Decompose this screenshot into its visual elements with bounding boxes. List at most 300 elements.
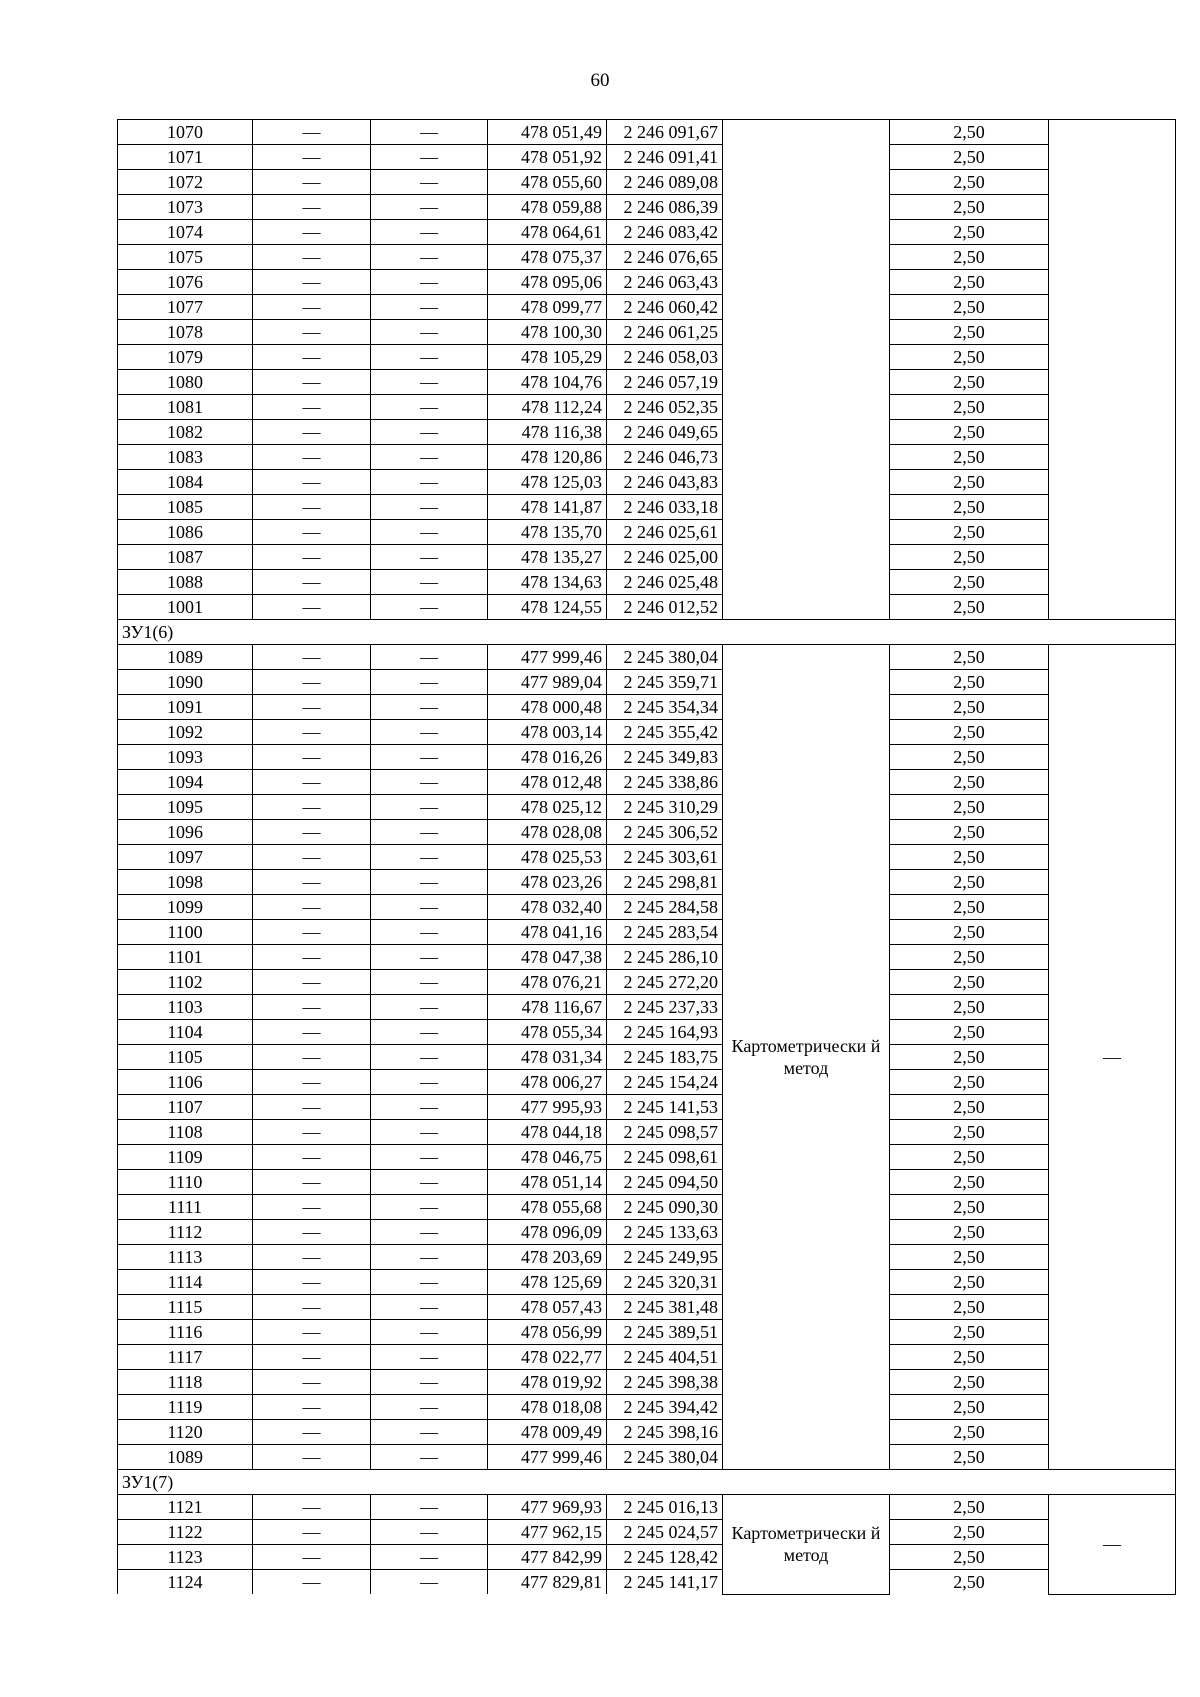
dash-cell: — <box>371 670 488 695</box>
coordinate-y: 2 246 052,35 <box>607 395 723 420</box>
accuracy-value: 2,50 <box>890 170 1049 195</box>
coordinate-x: 478 124,55 <box>488 595 607 620</box>
accuracy-value: 2,50 <box>890 1445 1049 1470</box>
point-number: 1093 <box>118 745 253 770</box>
point-number: 1110 <box>118 1170 253 1195</box>
table-row <box>118 970 1176 995</box>
last-column-cell: — <box>1049 1495 1176 1595</box>
point-number: 1107 <box>118 1095 253 1120</box>
dash-cell: — <box>371 420 488 445</box>
dash-cell: — <box>371 1320 488 1345</box>
table-row <box>118 670 1176 695</box>
table-row <box>118 445 1176 470</box>
point-number: 1080 <box>118 370 253 395</box>
point-number: 1072 <box>118 170 253 195</box>
dash-cell: — <box>253 245 371 270</box>
dash-cell: — <box>253 1445 371 1470</box>
coordinate-y: 2 245 272,20 <box>607 970 723 995</box>
accuracy-value: 2,50 <box>890 545 1049 570</box>
point-number: 1094 <box>118 770 253 795</box>
point-number: 1098 <box>118 870 253 895</box>
table-row <box>118 595 1176 620</box>
accuracy-value: 2,50 <box>890 1495 1049 1520</box>
accuracy-value: 2,50 <box>890 920 1049 945</box>
accuracy-value: 2,50 <box>890 1370 1049 1395</box>
dash-cell: — <box>371 795 488 820</box>
coordinate-y: 2 245 359,71 <box>607 670 723 695</box>
coordinate-x: 478 056,99 <box>488 1320 607 1345</box>
coordinate-x: 478 009,49 <box>488 1420 607 1445</box>
coordinate-y: 2 246 025,00 <box>607 545 723 570</box>
coordinate-x: 478 051,49 <box>488 120 607 145</box>
point-number: 1120 <box>118 1420 253 1445</box>
table-row <box>118 745 1176 770</box>
coordinate-x: 478 059,88 <box>488 195 607 220</box>
table-row <box>118 1220 1176 1245</box>
accuracy-value: 2,50 <box>890 445 1049 470</box>
table-row <box>118 495 1176 520</box>
coordinate-x: 478 032,40 <box>488 895 607 920</box>
dash-cell: — <box>253 520 371 545</box>
table-row <box>118 1145 1176 1170</box>
table-row <box>118 420 1176 445</box>
table-row <box>118 770 1176 795</box>
coordinate-y: 2 246 089,08 <box>607 170 723 195</box>
dash-cell: — <box>371 745 488 770</box>
dash-cell: — <box>371 195 488 220</box>
coordinate-x: 478 025,12 <box>488 795 607 820</box>
accuracy-value: 2,50 <box>890 745 1049 770</box>
coordinate-x: 477 999,46 <box>488 1445 607 1470</box>
accuracy-value: 2,50 <box>890 970 1049 995</box>
coordinate-x: 477 829,81 <box>488 1570 607 1595</box>
point-number: 1100 <box>118 920 253 945</box>
coordinate-x: 478 041,16 <box>488 920 607 945</box>
coordinate-y: 2 245 303,61 <box>607 845 723 870</box>
accuracy-value: 2,50 <box>890 395 1049 420</box>
dash-cell: — <box>371 520 488 545</box>
accuracy-value: 2,50 <box>890 1420 1049 1445</box>
point-number: 1085 <box>118 495 253 520</box>
dash-cell: — <box>371 545 488 570</box>
table-row <box>118 395 1176 420</box>
point-number: 1116 <box>118 1320 253 1345</box>
dash-cell: — <box>371 1170 488 1195</box>
dash-cell: — <box>371 1495 488 1520</box>
dash-cell: — <box>371 445 488 470</box>
dash-cell: — <box>371 1570 488 1595</box>
coordinate-y: 2 245 306,52 <box>607 820 723 845</box>
dash-cell: — <box>371 295 488 320</box>
table-row <box>118 820 1176 845</box>
coordinate-x: 478 203,69 <box>488 1245 607 1270</box>
coordinate-x: 478 135,70 <box>488 520 607 545</box>
section-label: ЗУ1(7) <box>118 1470 1176 1495</box>
coordinate-x: 478 112,24 <box>488 395 607 420</box>
dash-cell: — <box>371 870 488 895</box>
dash-cell: — <box>371 220 488 245</box>
accuracy-value: 2,50 <box>890 1220 1049 1245</box>
coordinate-y: 2 246 025,48 <box>607 570 723 595</box>
dash-cell: — <box>371 770 488 795</box>
accuracy-value: 2,50 <box>890 1070 1049 1095</box>
table-row <box>118 320 1176 345</box>
dash-cell: — <box>253 495 371 520</box>
coordinate-x: 477 969,93 <box>488 1495 607 1520</box>
dash-cell: — <box>253 1045 371 1070</box>
accuracy-value: 2,50 <box>890 695 1049 720</box>
last-column-cell: — <box>1049 645 1176 1470</box>
table-row <box>118 1495 1176 1520</box>
table-row <box>118 470 1176 495</box>
coordinate-x: 478 064,61 <box>488 220 607 245</box>
coordinate-y: 2 246 060,42 <box>607 295 723 320</box>
dash-cell: — <box>253 1170 371 1195</box>
coordinate-x: 478 018,08 <box>488 1395 607 1420</box>
dash-cell: — <box>371 1020 488 1045</box>
accuracy-value: 2,50 <box>890 270 1049 295</box>
method-cell <box>723 120 890 620</box>
accuracy-value: 2,50 <box>890 520 1049 545</box>
point-number: 1101 <box>118 945 253 970</box>
coordinate-y: 2 245 355,42 <box>607 720 723 745</box>
dash-cell: — <box>371 1370 488 1395</box>
dash-cell: — <box>371 1070 488 1095</box>
coordinate-x: 478 044,18 <box>488 1120 607 1145</box>
dash-cell: — <box>253 145 371 170</box>
coordinate-x: 478 125,03 <box>488 470 607 495</box>
dash-cell: — <box>253 1320 371 1345</box>
point-number: 1081 <box>118 395 253 420</box>
point-number: 1089 <box>118 1445 253 1470</box>
dash-cell: — <box>371 1095 488 1120</box>
coordinate-x: 478 012,48 <box>488 770 607 795</box>
dash-cell: — <box>371 645 488 670</box>
accuracy-value: 2,50 <box>890 1195 1049 1220</box>
coordinate-y: 2 246 012,52 <box>607 595 723 620</box>
point-number: 1090 <box>118 670 253 695</box>
accuracy-value: 2,50 <box>890 1170 1049 1195</box>
accuracy-value: 2,50 <box>890 1095 1049 1120</box>
point-number: 1089 <box>118 645 253 670</box>
coordinate-y: 2 246 049,65 <box>607 420 723 445</box>
accuracy-value: 2,50 <box>890 220 1049 245</box>
point-number: 1121 <box>118 1495 253 1520</box>
coordinate-y: 2 245 398,16 <box>607 1420 723 1445</box>
dash-cell: — <box>253 1245 371 1270</box>
dash-cell: — <box>253 1120 371 1145</box>
accuracy-value: 2,50 <box>890 570 1049 595</box>
coordinate-y: 2 245 398,38 <box>607 1370 723 1395</box>
dash-cell: — <box>253 570 371 595</box>
dash-cell: — <box>253 220 371 245</box>
dash-cell: — <box>253 995 371 1020</box>
coordinate-y: 2 246 086,39 <box>607 195 723 220</box>
dash-cell: — <box>371 1545 488 1570</box>
accuracy-value: 2,50 <box>890 345 1049 370</box>
accuracy-value: 2,50 <box>890 1395 1049 1420</box>
point-number: 1112 <box>118 1220 253 1245</box>
dash-cell: — <box>253 270 371 295</box>
coordinates-table <box>117 119 1176 1595</box>
dash-cell: — <box>371 995 488 1020</box>
coordinate-x: 478 057,43 <box>488 1295 607 1320</box>
coordinate-x: 477 995,93 <box>488 1095 607 1120</box>
accuracy-value: 2,50 <box>890 1245 1049 1270</box>
accuracy-value: 2,50 <box>890 795 1049 820</box>
dash-cell: — <box>253 895 371 920</box>
accuracy-value: 2,50 <box>890 820 1049 845</box>
accuracy-value: 2,50 <box>890 670 1049 695</box>
table-row <box>118 1270 1176 1295</box>
accuracy-value: 2,50 <box>890 995 1049 1020</box>
table-row <box>118 1295 1176 1320</box>
coordinate-y: 2 245 298,81 <box>607 870 723 895</box>
dash-cell: — <box>371 245 488 270</box>
point-number: 1124 <box>118 1570 253 1595</box>
coordinate-y: 2 246 076,65 <box>607 245 723 270</box>
accuracy-value: 2,50 <box>890 370 1049 395</box>
point-number: 1095 <box>118 795 253 820</box>
coordinate-y: 2 245 183,75 <box>607 1045 723 1070</box>
accuracy-value: 2,50 <box>890 245 1049 270</box>
table-row <box>118 170 1176 195</box>
point-number: 1071 <box>118 145 253 170</box>
dash-cell: — <box>253 1545 371 1570</box>
table-row <box>118 845 1176 870</box>
coordinate-x: 478 023,26 <box>488 870 607 895</box>
dash-cell: — <box>371 1195 488 1220</box>
point-number: 1077 <box>118 295 253 320</box>
coordinate-y: 2 246 063,43 <box>607 270 723 295</box>
table-row <box>118 720 1176 745</box>
coordinate-x: 478 075,37 <box>488 245 607 270</box>
accuracy-value: 2,50 <box>890 470 1049 495</box>
dash-cell: — <box>371 895 488 920</box>
coordinate-x: 478 134,63 <box>488 570 607 595</box>
table-row <box>118 195 1176 220</box>
dash-cell: — <box>371 720 488 745</box>
coordinate-x: 478 031,34 <box>488 1045 607 1070</box>
dash-cell: — <box>371 1270 488 1295</box>
coordinate-x: 478 105,29 <box>488 345 607 370</box>
accuracy-value: 2,50 <box>890 195 1049 220</box>
point-number: 1109 <box>118 1145 253 1170</box>
accuracy-value: 2,50 <box>890 495 1049 520</box>
coordinate-y: 2 245 338,86 <box>607 770 723 795</box>
coordinate-y: 2 245 380,04 <box>607 645 723 670</box>
page-number: 60 <box>590 70 610 91</box>
coordinate-y: 2 245 024,57 <box>607 1520 723 1545</box>
dash-cell: — <box>253 1520 371 1545</box>
point-number: 1075 <box>118 245 253 270</box>
table-row <box>118 695 1176 720</box>
dash-cell: — <box>371 495 488 520</box>
dash-cell: — <box>371 370 488 395</box>
coordinate-y: 2 245 090,30 <box>607 1195 723 1220</box>
coordinate-x: 478 055,60 <box>488 170 607 195</box>
table-row <box>118 1370 1176 1395</box>
table-row <box>118 1345 1176 1370</box>
dash-cell: — <box>371 470 488 495</box>
coordinate-y: 2 245 404,51 <box>607 1345 723 1370</box>
table-row <box>118 870 1176 895</box>
table-row <box>118 1120 1176 1145</box>
point-number: 1123 <box>118 1545 253 1570</box>
table-row <box>118 520 1176 545</box>
accuracy-value: 2,50 <box>890 420 1049 445</box>
dash-cell: — <box>371 145 488 170</box>
dash-cell: — <box>253 295 371 320</box>
coordinate-y: 2 245 128,42 <box>607 1545 723 1570</box>
table-row <box>118 295 1176 320</box>
accuracy-value: 2,50 <box>890 720 1049 745</box>
table-row <box>118 1445 1176 1470</box>
point-number: 1106 <box>118 1070 253 1095</box>
dash-cell: — <box>253 770 371 795</box>
coordinate-y: 2 245 016,13 <box>607 1495 723 1520</box>
method-cell: Картометрически й метод <box>723 1495 890 1595</box>
coordinate-x: 477 962,15 <box>488 1520 607 1545</box>
coordinate-x: 478 025,53 <box>488 845 607 870</box>
coordinate-y: 2 246 033,18 <box>607 495 723 520</box>
coordinate-x: 478 028,08 <box>488 820 607 845</box>
dash-cell: — <box>253 945 371 970</box>
coordinate-y: 2 245 354,34 <box>607 695 723 720</box>
coordinate-x: 478 125,69 <box>488 1270 607 1295</box>
dash-cell: — <box>253 820 371 845</box>
dash-cell: — <box>253 470 371 495</box>
coordinate-y: 2 245 320,31 <box>607 1270 723 1295</box>
table-row <box>118 895 1176 920</box>
coordinate-x: 478 116,67 <box>488 995 607 1020</box>
coordinate-x: 478 099,77 <box>488 295 607 320</box>
accuracy-value: 2,50 <box>890 1270 1049 1295</box>
coordinate-x: 478 006,27 <box>488 1070 607 1095</box>
coordinate-x: 478 022,77 <box>488 1345 607 1370</box>
dash-cell: — <box>253 1145 371 1170</box>
point-number: 1084 <box>118 470 253 495</box>
coordinate-x: 477 989,04 <box>488 670 607 695</box>
dash-cell: — <box>371 595 488 620</box>
section-header-row <box>118 620 1176 645</box>
coordinate-x: 478 003,14 <box>488 720 607 745</box>
accuracy-value: 2,50 <box>890 1120 1049 1145</box>
point-number: 1074 <box>118 220 253 245</box>
dash-cell: — <box>253 1495 371 1520</box>
coordinate-y: 2 245 141,17 <box>607 1570 723 1595</box>
dash-cell: — <box>371 945 488 970</box>
point-number: 1105 <box>118 1045 253 1070</box>
dash-cell: — <box>253 645 371 670</box>
table-row <box>118 120 1176 145</box>
accuracy-value: 2,50 <box>890 320 1049 345</box>
coordinate-y: 2 246 083,42 <box>607 220 723 245</box>
table-row <box>118 370 1176 395</box>
coordinate-x: 478 095,06 <box>488 270 607 295</box>
point-number: 1087 <box>118 545 253 570</box>
dash-cell: — <box>371 695 488 720</box>
coordinate-y: 2 245 310,29 <box>607 795 723 820</box>
coordinate-y: 2 245 286,10 <box>607 945 723 970</box>
accuracy-value: 2,50 <box>890 295 1049 320</box>
dash-cell: — <box>253 1020 371 1045</box>
accuracy-value: 2,50 <box>890 1020 1049 1045</box>
table-row <box>118 1320 1176 1345</box>
dash-cell: — <box>371 1420 488 1445</box>
dash-cell: — <box>371 345 488 370</box>
accuracy-value: 2,50 <box>890 845 1049 870</box>
accuracy-value: 2,50 <box>890 1345 1049 1370</box>
coordinate-y: 2 245 394,42 <box>607 1395 723 1420</box>
table-row <box>118 345 1176 370</box>
point-number: 1113 <box>118 1245 253 1270</box>
dash-cell: — <box>253 345 371 370</box>
dash-cell: — <box>371 1345 488 1370</box>
point-number: 1079 <box>118 345 253 370</box>
accuracy-value: 2,50 <box>890 1545 1049 1570</box>
coordinate-x: 478 076,21 <box>488 970 607 995</box>
coordinate-y: 2 245 141,53 <box>607 1095 723 1120</box>
table-row <box>118 145 1176 170</box>
coordinate-x: 478 096,09 <box>488 1220 607 1245</box>
dash-cell: — <box>371 1445 488 1470</box>
dash-cell: — <box>371 320 488 345</box>
accuracy-value: 2,50 <box>890 870 1049 895</box>
point-number: 1076 <box>118 270 253 295</box>
table-row <box>118 1070 1176 1095</box>
coordinate-y: 2 245 098,61 <box>607 1145 723 1170</box>
coordinate-y: 2 245 349,83 <box>607 745 723 770</box>
coordinate-x: 478 104,76 <box>488 370 607 395</box>
dash-cell: — <box>371 570 488 595</box>
point-number: 1097 <box>118 845 253 870</box>
dash-cell: — <box>253 720 371 745</box>
table-row <box>118 245 1176 270</box>
coordinate-x: 478 135,27 <box>488 545 607 570</box>
coordinate-x: 478 016,26 <box>488 745 607 770</box>
dash-cell: — <box>253 670 371 695</box>
coordinate-x: 478 051,92 <box>488 145 607 170</box>
dash-cell: — <box>253 445 371 470</box>
accuracy-value: 2,50 <box>890 1145 1049 1170</box>
table-row <box>118 920 1176 945</box>
coordinate-y: 2 245 389,51 <box>607 1320 723 1345</box>
point-number: 1114 <box>118 1270 253 1295</box>
point-number: 1117 <box>118 1345 253 1370</box>
point-number: 1104 <box>118 1020 253 1045</box>
dash-cell: — <box>253 1195 371 1220</box>
table-row <box>118 995 1176 1020</box>
accuracy-value: 2,50 <box>890 1295 1049 1320</box>
dash-cell: — <box>253 1295 371 1320</box>
table-row <box>118 645 1176 670</box>
table-row <box>118 270 1176 295</box>
section-header-row <box>118 1470 1176 1495</box>
coordinate-x: 478 000,48 <box>488 695 607 720</box>
accuracy-value: 2,50 <box>890 895 1049 920</box>
coordinate-y: 2 245 133,63 <box>607 1220 723 1245</box>
coordinate-y: 2 245 380,04 <box>607 1445 723 1470</box>
point-number: 1086 <box>118 520 253 545</box>
dash-cell: — <box>253 1395 371 1420</box>
coordinate-x: 478 047,38 <box>488 945 607 970</box>
dash-cell: — <box>371 170 488 195</box>
dash-cell: — <box>371 1395 488 1420</box>
coordinate-y: 2 245 237,33 <box>607 995 723 1020</box>
point-number: 1092 <box>118 720 253 745</box>
accuracy-value: 2,50 <box>890 1045 1049 1070</box>
